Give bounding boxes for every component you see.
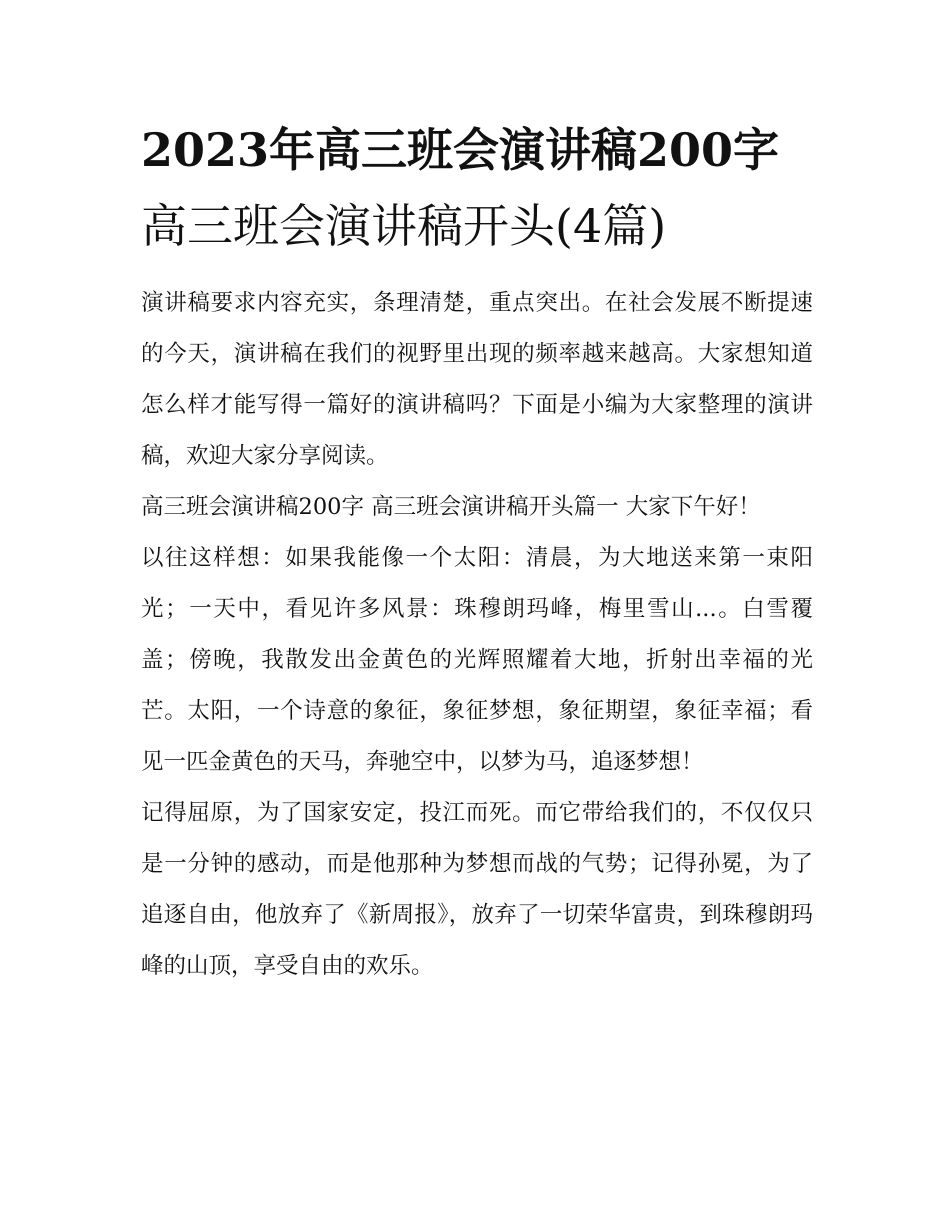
intro-paragraph: 演讲稿要求内容充实，条理清楚，重点突出。在社会发展不断提速的今天，演讲稿在我们的视野里出现的频率越来越高。大家想知道怎么样才能写得一篇好的演讲稿吗？下面是小编为大家整理的演讲稿，欢迎大家分享阅读。 — [141, 290, 813, 469]
document-title — [141, 112, 813, 264]
title-line-2: 高三班会演讲稿开头(4篇) — [141, 199, 667, 253]
body-paragraph-2: 记得屈原，为了国家安定，投江而死。而它带给我们的，不仅仅只是一分钟的感动，而是他那种为梦想而战的气势；记得孙冕，为了追逐自由，他放弃了《新周报》，放弃了一切荣华富贵，到珠穆朗玛峰的山顶，享受自由的欢乐。 — [141, 800, 813, 979]
section-heading-paragraph: 高三班会演讲稿200字 高三班会演讲稿开头篇一 大家下午好！ — [141, 494, 761, 520]
title-line-1: 2023年高三班会演讲稿200字 — [141, 123, 780, 177]
document-page — [141, 112, 813, 992]
body-paragraph-1: 以往这样想：如果我能像一个太阳：清晨，为大地送来第一束阳光；一天中，看见许多风景：珠穆朗玛峰，梅里雪山...。白雪覆盖；傍晚，我散发出金黄色的光辉照耀着大地，折射出幸福的光芒。太阳，一个诗意的象征，象征梦想，象征期望，象征幸福；看见一匹金黄色的天马，奔驰空中，以梦为马，追逐梦想！ — [141, 545, 813, 775]
